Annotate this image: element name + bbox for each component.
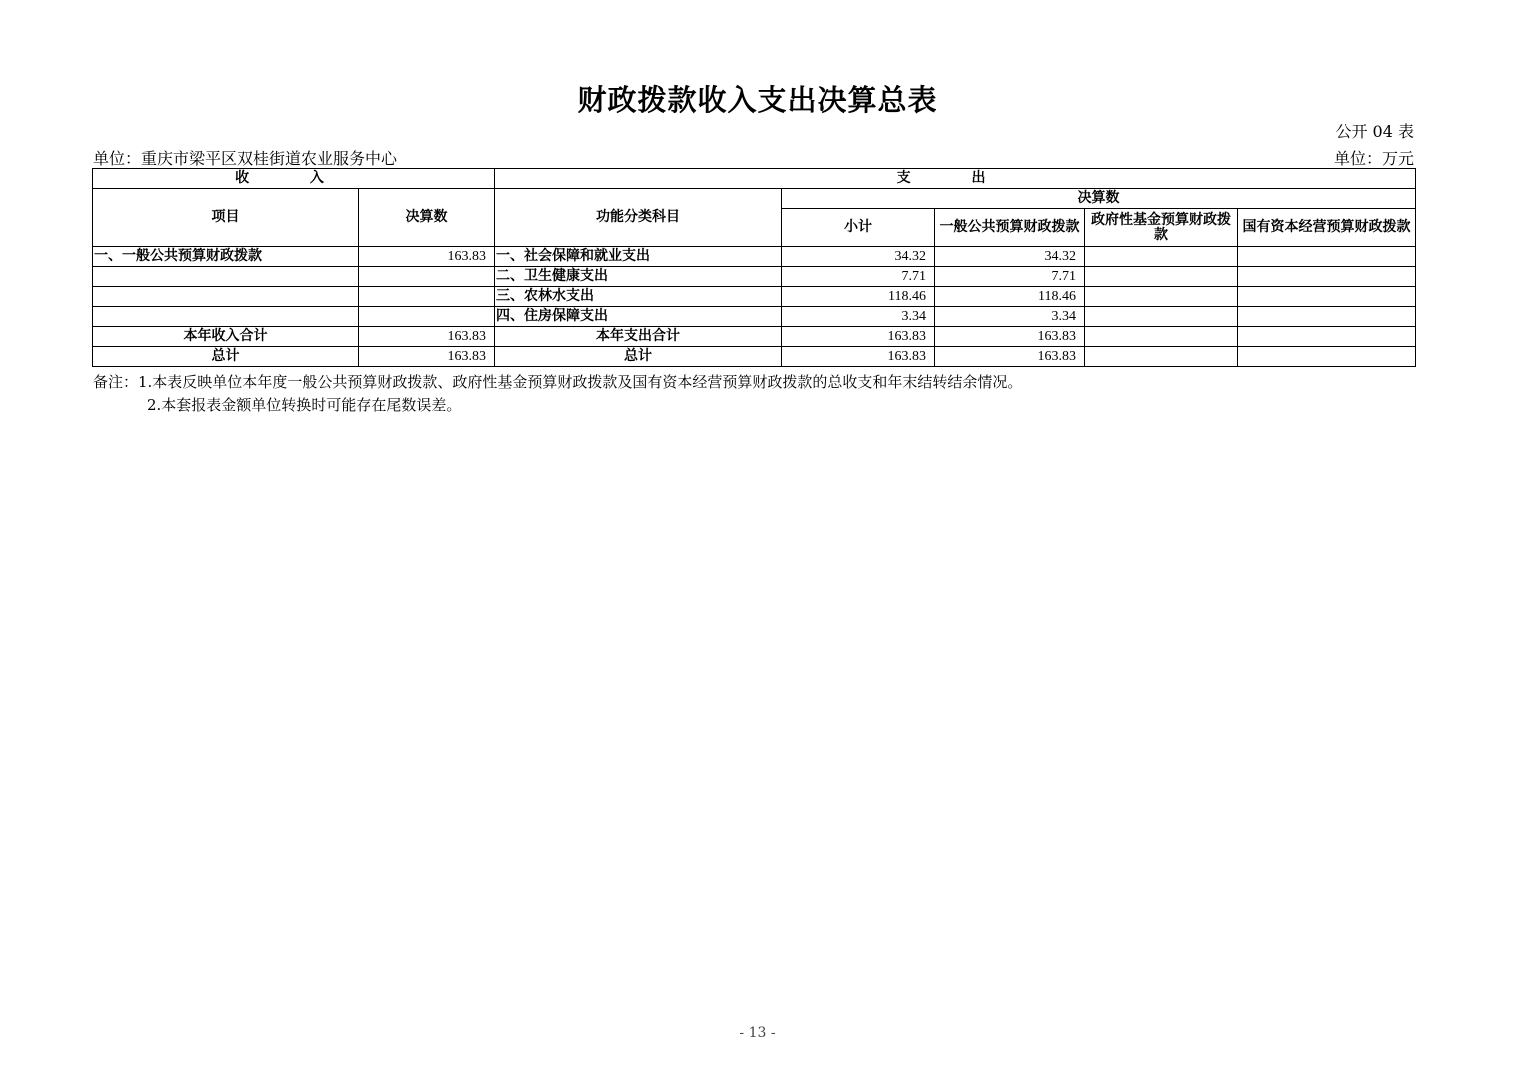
general-value: 3.34: [935, 307, 1085, 327]
subtotal-header: 小计: [782, 209, 935, 247]
year-income-total-label: 本年收入合计: [93, 327, 359, 347]
grand-income-total-label: 总计: [93, 347, 359, 367]
page-number: - 13 -: [739, 1025, 776, 1041]
income-amount: 163.83: [359, 247, 495, 267]
grand-state-capital-value: [1238, 347, 1416, 367]
expense-item: 四、住房保障支出: [495, 307, 782, 327]
expense-item: 三、农林水支出: [495, 287, 782, 307]
state-capital-value: [1238, 307, 1416, 327]
gov-fund-value: [1085, 307, 1238, 327]
grand-gov-fund-value: [1085, 347, 1238, 367]
year-income-total-amount: 163.83: [359, 327, 495, 347]
note-line-1: 备注：1.本表反映单位本年度一般公共预算财政拨款、政府性基金预算财政拨款及国有资本经营预算财政拨款的总收支和年末结转结余情况。: [93, 373, 1023, 391]
expense-item: 一、社会保障和就业支出: [495, 247, 782, 267]
income-item: 一、一般公共预算财政拨款: [93, 247, 359, 267]
expense-item: 二、卫生健康支出: [495, 267, 782, 287]
general-budget-header: 一般公共预算财政拨款: [935, 209, 1085, 247]
grand-expense-total-label: 总计: [495, 347, 782, 367]
grand-total-row: [93, 347, 1416, 367]
table-row: [93, 247, 1416, 267]
amount-header: 决算数: [359, 189, 495, 247]
expense-header: 支 出: [495, 169, 1416, 189]
income-item: [93, 287, 359, 307]
table-row: [93, 287, 1416, 307]
func-category-header: 功能分类科目: [495, 189, 782, 247]
year-total-row: [93, 327, 1416, 347]
income-amount: [359, 307, 495, 327]
table-row: [93, 267, 1416, 287]
subtotal-value: 118.46: [782, 287, 935, 307]
grand-subtotal-value: 163.83: [782, 347, 935, 367]
income-item: [93, 307, 359, 327]
final-amount-header: 决算数: [782, 189, 1416, 209]
year-state-capital-value: [1238, 327, 1416, 347]
year-subtotal-value: 163.83: [782, 327, 935, 347]
subtotal-value: 7.71: [782, 267, 935, 287]
gov-fund-value: [1085, 287, 1238, 307]
year-gov-fund-value: [1085, 327, 1238, 347]
general-value: 118.46: [935, 287, 1085, 307]
grand-income-total-amount: 163.83: [359, 347, 495, 367]
form-number: 公开 04 表: [1335, 122, 1414, 141]
budget-table: [92, 168, 1416, 367]
gov-fund-value: [1085, 267, 1238, 287]
gov-fund-value: [1085, 247, 1238, 267]
income-item: [93, 267, 359, 287]
year-general-value: 163.83: [935, 327, 1085, 347]
income-amount: [359, 287, 495, 307]
year-expense-total-label: 本年支出合计: [495, 327, 782, 347]
gov-fund-header: 政府性基金预算财政拨款: [1085, 209, 1238, 247]
state-capital-value: [1238, 287, 1416, 307]
income-amount: [359, 267, 495, 287]
table-row: [93, 307, 1416, 327]
currency-unit: 单位：万元: [1333, 149, 1414, 168]
state-capital-value: [1238, 247, 1416, 267]
reporting-unit: 单位：重庆市梁平区双桂街道农业服务中心: [93, 149, 398, 168]
state-capital-value: [1238, 267, 1416, 287]
state-capital-header: 国有资本经营预算财政拨款: [1238, 209, 1416, 247]
item-header: 项目: [93, 189, 359, 247]
grand-general-value: 163.83: [935, 347, 1085, 367]
page-title: 财政拨款收入支出决算总表: [577, 83, 938, 117]
general-value: 34.32: [935, 247, 1085, 267]
general-value: 7.71: [935, 267, 1085, 287]
subtotal-value: 3.34: [782, 307, 935, 327]
note-line-2: 2.本套报表金额单位转换时可能存在尾数误差。: [147, 396, 462, 414]
subtotal-value: 34.32: [782, 247, 935, 267]
income-header: 收 入: [93, 169, 495, 189]
